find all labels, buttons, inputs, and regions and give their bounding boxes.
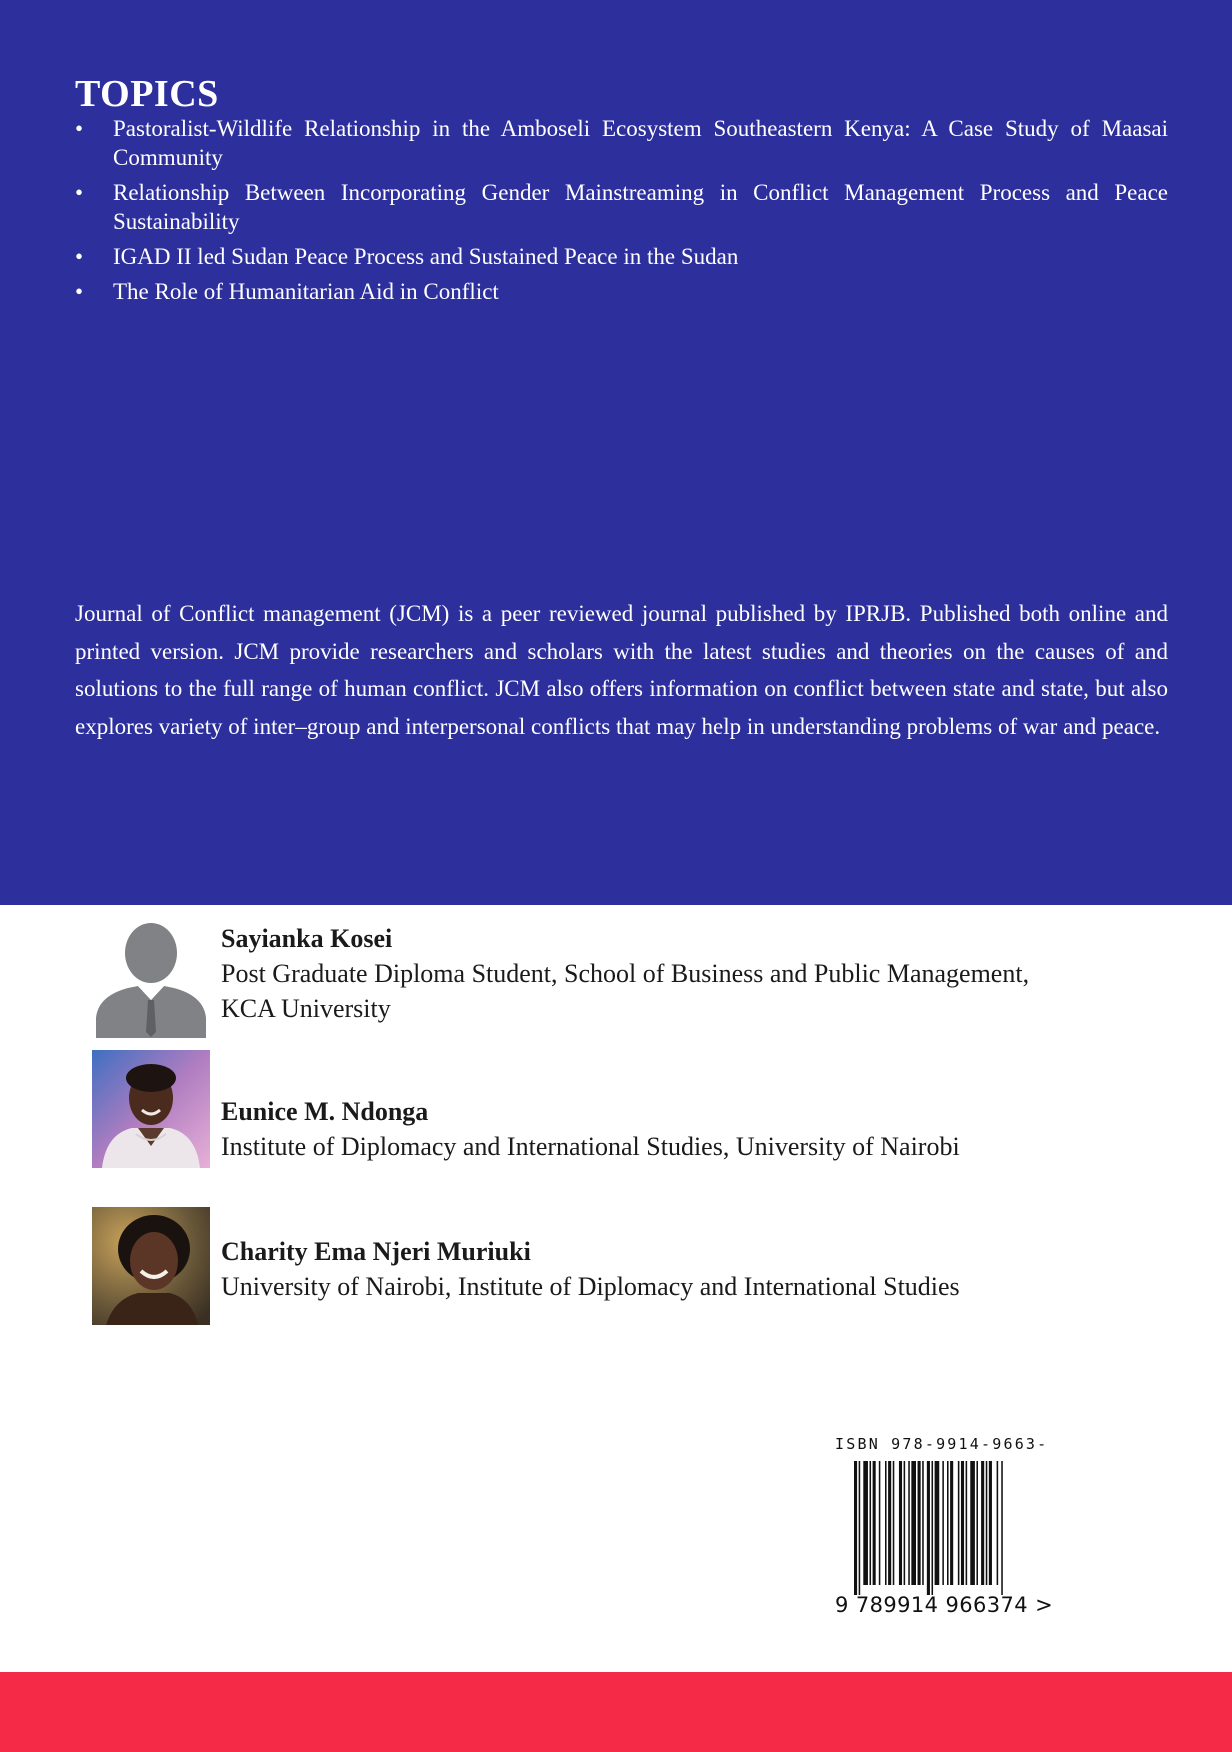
author-affiliation: Post Graduate Diploma Student, School of Business and Public Management,	[221, 959, 1030, 988]
isbn-label: ISBN 978-9914-9663-	[835, 1435, 1049, 1453]
author-affiliation: KCA University	[221, 994, 391, 1023]
author-affiliation: Institute of Diplomacy and International Studies, University of Nairobi	[221, 1132, 960, 1161]
portrait-photo	[92, 1050, 210, 1168]
author-text	[221, 1095, 1221, 1164]
author-entry	[92, 920, 1192, 1038]
barcode-digits: 9 789914 966374 >	[835, 1593, 1054, 1617]
topic-item: • Relationship Between Incorporating Gender Mainstreaming in Conflict Management Process and Peace Sustainability	[75, 178, 1168, 236]
author-text	[221, 1235, 1221, 1304]
author-text	[221, 922, 1221, 1026]
topics-list	[75, 114, 1168, 312]
author-entry	[92, 1207, 1192, 1325]
isbn-barcode	[835, 1435, 1055, 1615]
journal-description: Journal of Conflict management (JCM) is a peer reviewed journal published by IPRJB. Published both online and printed version. JCM provide researchers and scholars with the latest studies and theories on the causes of and solutions to the full range of human conflict. JCM also offers information on conflict between state and state, but also explores variety of inter–group and interpersonal conflicts that may help in understanding problems of war and peace.	[75, 601, 1168, 739]
author-affiliation: University of Nairobi, Institute of Diplomacy and International Studies	[221, 1272, 960, 1301]
topic-item: • IGAD II led Sudan Peace Process and Sustained Peace in the Sudan	[75, 242, 1168, 271]
topic-item: • Pastoralist-Wildlife Relationship in the Amboseli Ecosystem Southeastern Kenya: A Case Study of Maasai Community	[75, 114, 1168, 172]
author-entry	[92, 1050, 1192, 1168]
placeholder-silhouette-icon	[92, 920, 210, 1038]
author-name: Sayianka Kosei	[221, 924, 393, 953]
barcode-graphic	[854, 1461, 1054, 1595]
author-name: Eunice M. Ndonga	[221, 1097, 429, 1126]
portrait-photo	[92, 1207, 210, 1325]
topic-item: • The Role of Humanitarian Aid in Conflict	[75, 277, 1168, 306]
topics-heading: TOPICS	[75, 73, 219, 115]
author-name: Charity Ema Njeri Muriuki	[221, 1237, 531, 1266]
bottom-color-band	[0, 1672, 1232, 1752]
